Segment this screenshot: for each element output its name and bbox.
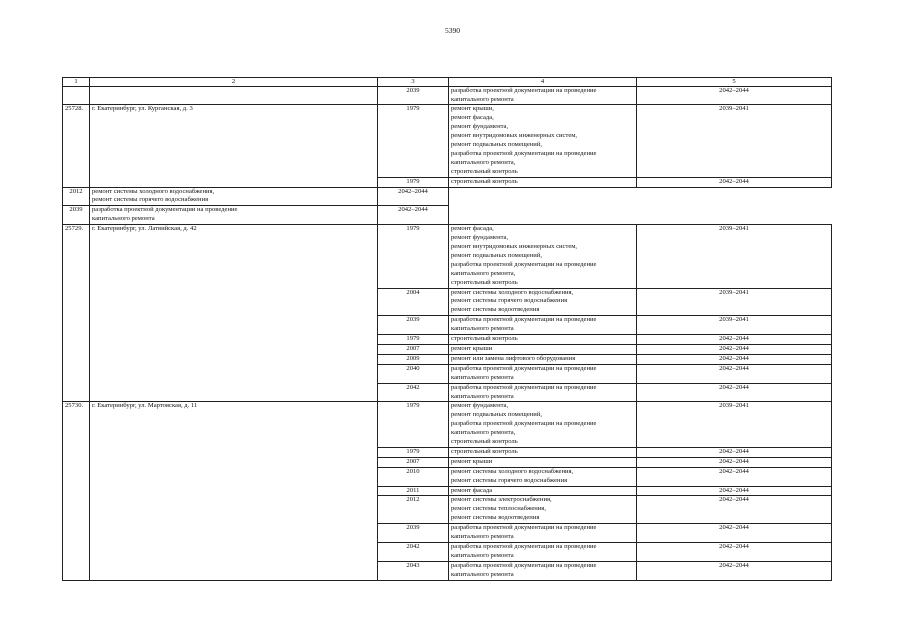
works-cell: разработка проектной документации на проведение капитального ремонта: [449, 543, 637, 562]
table-row: [63, 187, 832, 206]
works-cell: разработка проектной документации на проведение капитального ремонта: [449, 364, 637, 383]
works-cell: строительный контроль: [449, 177, 637, 187]
year-cell: 2039: [378, 316, 449, 335]
period-cell: 2039–2041: [637, 316, 832, 335]
table-row: [63, 86, 832, 105]
year-cell: 2010: [378, 467, 449, 486]
period-cell: 2042–2044: [637, 467, 832, 486]
year-cell: 2011: [378, 486, 449, 496]
year-cell: 1979: [378, 105, 449, 177]
works-cell: ремонт крыши: [449, 344, 637, 354]
period-cell: 2042–2044: [637, 457, 832, 467]
column-header-1: 1: [63, 78, 90, 87]
period-cell: 2039–2041: [637, 402, 832, 448]
period-cell: 2042–2044: [637, 344, 832, 354]
period-cell: 2042–2044: [637, 177, 832, 187]
year-cell: 1979: [378, 335, 449, 345]
year-cell: 1979: [378, 402, 449, 448]
works-cell: ремонт крыши: [449, 457, 637, 467]
column-number-row: [63, 78, 832, 87]
works-cell: ремонт фасада, ремонт фундамента, ремонт внутридомовых инженерных систем, ремонт подвальных помещений, разработка проектной документации на проведение капитального ремонта, строительный контроль: [449, 225, 637, 288]
table-row: [63, 402, 832, 448]
period-cell: 2042–2044: [637, 496, 832, 524]
works-cell: разработка проектной документации на проведение капитального ремонта: [449, 86, 637, 105]
address-cell: г. Екатеринбург, ул. Мартовская, д. 11: [90, 402, 378, 580]
period-cell: 2042–2044: [637, 383, 832, 402]
year-cell: 2043: [378, 561, 449, 580]
works-cell: ремонт системы электроснабжения, ремонт системы теплоснабжения, ремонт системы водоотведения: [449, 496, 637, 524]
period-cell: 2042–2044: [637, 543, 832, 562]
repair-schedule-table: [62, 77, 832, 581]
column-header-3: 3: [378, 78, 449, 87]
works-cell: ремонт крыши, ремонт фасада, ремонт фундамента, ремонт внутридомовых инженерных систем, ремонт подвальных помещений, разработка проектной документации на проведение капитального ремонта, строительный контроль: [449, 105, 637, 177]
year-cell: 2004: [378, 288, 449, 316]
year-cell: 2007: [378, 344, 449, 354]
table-row: [63, 225, 832, 288]
works-cell: разработка проектной документации на проведение капитального ремонта: [449, 316, 637, 335]
record-number-cell: 25728.: [63, 105, 90, 187]
period-cell: 2039–2041: [637, 225, 832, 288]
works-cell: строительный контроль: [449, 335, 637, 345]
period-cell: 2042–2044: [637, 354, 832, 364]
period-cell: 2042–2044: [378, 187, 449, 206]
works-cell: разработка проектной документации на проведение капитального ремонта: [449, 383, 637, 402]
period-cell: 2042–2044: [637, 335, 832, 345]
year-cell: 2042: [378, 543, 449, 562]
works-cell: разработка проектной документации на проведение капитального ремонта: [90, 206, 378, 225]
works-cell: разработка проектной документации на проведение капитального ремонта: [449, 561, 637, 580]
table-body: [63, 86, 832, 580]
record-number-cell: 25729.: [63, 225, 90, 402]
works-cell: разработка проектной документации на проведение капитального ремонта: [449, 524, 637, 543]
year-cell: 2009: [378, 354, 449, 364]
record-number-cell: 25730.: [63, 402, 90, 580]
year-cell: 2042: [378, 383, 449, 402]
year-cell: 2040: [378, 364, 449, 383]
table-row: [63, 105, 832, 177]
year-cell: 1979: [378, 225, 449, 288]
year-cell: 2039: [378, 86, 449, 105]
year-cell: 2007: [378, 457, 449, 467]
works-cell: ремонт системы холодного водоснабжения, ремонт системы горячего водоснабжения ремонт системы водоотведения: [449, 288, 637, 316]
works-cell: ремонт фасада: [449, 486, 637, 496]
period-cell: 2039–2041: [637, 105, 832, 177]
address-cell: г. Екатеринбург, ул. Латвийская, д. 42: [90, 225, 378, 402]
works-cell: ремонт фундамента, ремонт подвальных помещений, разработка проектной документации на проведение капитального ремонта, строительный контроль: [449, 402, 637, 448]
year-cell: 1979: [378, 447, 449, 457]
works-cell: ремонт системы холодного водоснабжения, ремонт системы горячего водоснабжения: [90, 187, 378, 206]
period-cell: 2039–2041: [637, 288, 832, 316]
page-number: 5390: [445, 26, 460, 35]
year-cell: 2012: [378, 496, 449, 524]
column-header-2: 2: [90, 78, 378, 87]
period-cell: 2042–2044: [637, 364, 832, 383]
works-cell: ремонт системы холодного водоснабжения, ремонт системы горячего водоснабжения: [449, 467, 637, 486]
year-cell: 2039: [63, 206, 90, 225]
works-cell: строительный контроль: [449, 447, 637, 457]
period-cell: 2042–2044: [637, 486, 832, 496]
record-number-cell: [63, 86, 90, 105]
period-cell: 2042–2044: [637, 524, 832, 543]
period-cell: 2042–2044: [637, 561, 832, 580]
period-cell: 2042–2044: [637, 86, 832, 105]
year-cell: 2012: [63, 187, 90, 206]
address-cell: [90, 86, 378, 105]
year-cell: 2039: [378, 524, 449, 543]
period-cell: 2042–2044: [637, 447, 832, 457]
year-cell: 1979: [378, 177, 449, 187]
column-header-4: 4: [449, 78, 637, 87]
table-row: [63, 206, 832, 225]
address-cell: г. Екатеринбург, ул. Курганская, д. 3: [90, 105, 378, 187]
column-header-5: 5: [637, 78, 832, 87]
period-cell: 2042–2044: [378, 206, 449, 225]
works-cell: ремонт или замена лифтового оборудования: [449, 354, 637, 364]
